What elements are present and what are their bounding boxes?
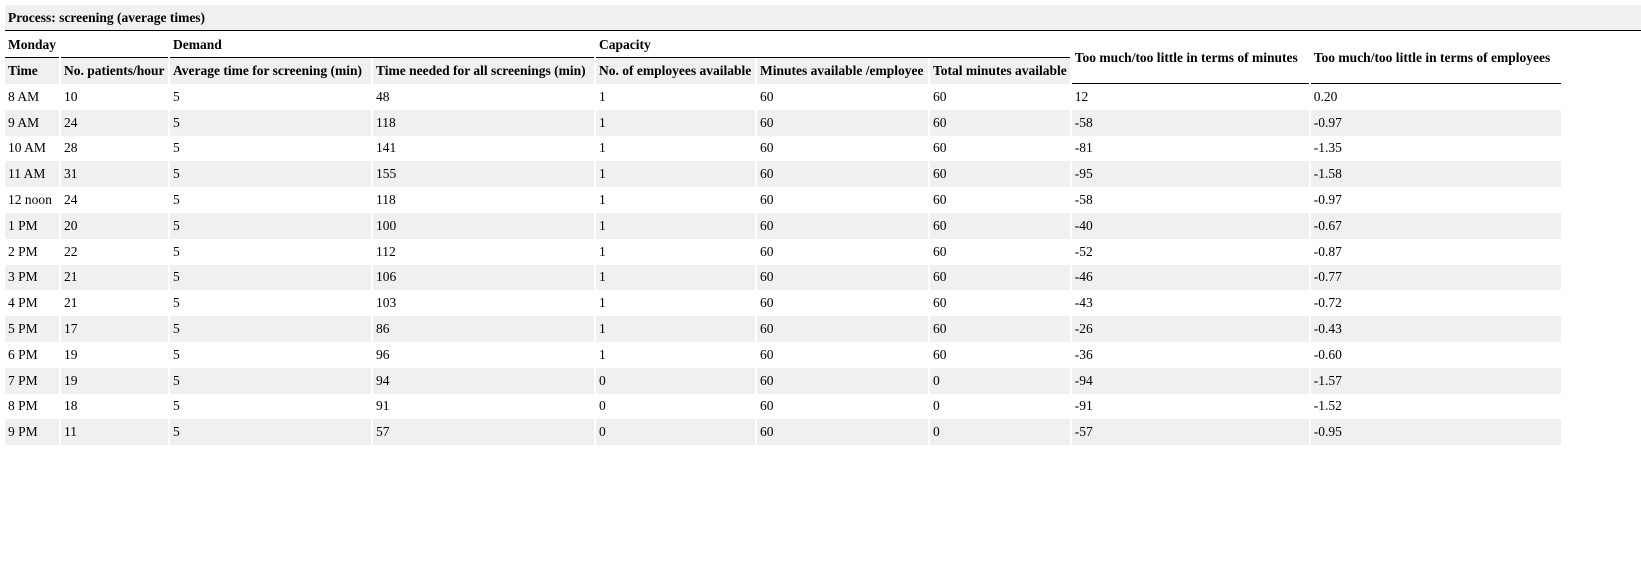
patients-cell: 21 — [64, 295, 78, 311]
diff-minutes-cell: -58 — [1074, 192, 1093, 208]
time-needed-cell: 91 — [376, 398, 390, 414]
day-header-spacer — [61, 31, 168, 58]
table-row — [5, 84, 1561, 110]
diff-employees-cell: -0.77 — [1311, 265, 1561, 291]
diff-employees-cell: -1.57 — [1311, 368, 1561, 394]
total-minutes-cell: 60 — [930, 265, 1070, 291]
time-cell: 4 PM — [8, 295, 38, 311]
table-row — [5, 239, 1561, 265]
diff-minutes-header: Too much/too little in terms of minutes — [1072, 31, 1309, 84]
diff-employees-cell: -1.58 — [1311, 161, 1561, 187]
table-body — [5, 84, 1561, 445]
time-needed-cell: 57 — [373, 419, 594, 445]
minutes-per-employee-cell: 60 — [757, 316, 928, 342]
minutes-per-employee-cell: 60 — [760, 192, 774, 208]
total-minutes-cell: 0 — [930, 368, 1070, 394]
capacity-group-header: Capacity — [596, 31, 1070, 58]
table-row — [5, 368, 1561, 394]
employees-cell: 1 — [599, 295, 606, 311]
diff-employees-cell: -0.67 — [1311, 213, 1561, 239]
time-needed-cell: 96 — [376, 346, 390, 362]
employees-cell: 0 — [596, 419, 755, 445]
diff-minutes-cell: -95 — [1072, 161, 1309, 187]
avg-time-cell: 5 — [173, 398, 180, 414]
minutes-per-employee-cell: 60 — [757, 265, 928, 291]
table-row — [5, 161, 1561, 187]
minutes-per-employee-cell: 60 — [757, 110, 928, 136]
minutes-per-employee-cell: 60 — [757, 213, 928, 239]
avg-time-cell: 5 — [173, 243, 180, 259]
diff-employees-cell: 0.20 — [1313, 88, 1338, 104]
diff-employees-cell: -0.95 — [1311, 419, 1561, 445]
patients-cell: 19 — [61, 368, 168, 394]
avg-time-cell: 5 — [173, 295, 180, 311]
time-needed-header: Time needed for all screenings (min) — [373, 58, 594, 84]
diff-minutes-cell: -81 — [1074, 140, 1093, 156]
patients-cell: 24 — [61, 110, 168, 136]
minutes-per-employee-header: Minutes available /employee — [757, 58, 928, 84]
screening-process-table — [5, 5, 1641, 445]
diff-minutes-cell: -58 — [1072, 110, 1309, 136]
total-minutes-cell: 60 — [933, 192, 947, 208]
screening-table — [3, 31, 1563, 445]
avg-time-cell: 5 — [170, 265, 371, 291]
time-cell: 8 PM — [8, 398, 38, 414]
time-cell: 9 AM — [5, 110, 59, 136]
total-minutes-cell: 60 — [930, 110, 1070, 136]
avg-time-cell: 5 — [170, 368, 371, 394]
avg-time-cell: 5 — [170, 110, 371, 136]
time-cell: 2 PM — [8, 243, 38, 259]
table-row — [5, 419, 1561, 445]
patients-cell: 31 — [61, 161, 168, 187]
time-cell: 10 AM — [8, 140, 46, 156]
total-minutes-cell: 60 — [933, 243, 947, 259]
total-minutes-cell: 60 — [933, 346, 947, 362]
diff-minutes-cell: -40 — [1072, 213, 1309, 239]
patients-cell: 10 — [64, 88, 78, 104]
time-needed-cell: 141 — [376, 140, 397, 156]
employees-cell: 0 — [599, 398, 606, 414]
minutes-per-employee-cell: 60 — [760, 243, 774, 259]
table-row — [5, 316, 1561, 342]
diff-employees-cell: -0.43 — [1311, 316, 1561, 342]
avg-time-cell: 5 — [170, 161, 371, 187]
total-minutes-cell: 60 — [930, 213, 1070, 239]
patients-cell: 17 — [61, 316, 168, 342]
diff-minutes-cell: -26 — [1072, 316, 1309, 342]
employees-cell: 1 — [596, 316, 755, 342]
diff-minutes-cell: -43 — [1074, 295, 1093, 311]
employees-cell: 1 — [596, 110, 755, 136]
diff-employees-cell: -0.72 — [1313, 295, 1342, 311]
employees-cell: 1 — [599, 88, 606, 104]
table-row — [5, 213, 1561, 239]
patients-cell: 28 — [64, 140, 78, 156]
minutes-per-employee-cell: 60 — [760, 88, 774, 104]
patients-cell: 21 — [61, 265, 168, 291]
diff-employees-cell: -0.97 — [1313, 192, 1342, 208]
diff-employees-cell: -0.60 — [1313, 346, 1342, 362]
time-cell: 11 AM — [5, 161, 59, 187]
total-minutes-cell: 0 — [930, 419, 1070, 445]
time-needed-cell: 86 — [373, 316, 594, 342]
table-row — [5, 187, 1561, 213]
total-minutes-cell: 0 — [933, 398, 940, 414]
time-cell: 6 PM — [8, 346, 38, 362]
avg-time-cell: 5 — [173, 192, 180, 208]
total-minutes-header: Total minutes available — [930, 58, 1070, 84]
table-row — [5, 110, 1561, 136]
time-cell: 9 PM — [5, 419, 59, 445]
employees-header: No. of employees available — [596, 58, 755, 84]
minutes-per-employee-cell: 60 — [760, 398, 774, 414]
patients-cell: 11 — [61, 419, 168, 445]
diff-minutes-cell: -46 — [1072, 265, 1309, 291]
table-row — [5, 265, 1561, 291]
employees-cell: 1 — [596, 213, 755, 239]
time-cell: 5 PM — [5, 316, 59, 342]
diff-minutes-cell: -57 — [1072, 419, 1309, 445]
demand-group-header: Demand — [170, 31, 594, 58]
minutes-per-employee-cell: 60 — [760, 140, 774, 156]
avg-time-cell: 5 — [170, 213, 371, 239]
time-cell: 3 PM — [5, 265, 59, 291]
employees-cell: 1 — [599, 346, 606, 362]
time-needed-cell: 112 — [376, 243, 396, 259]
avg-time-cell: 5 — [170, 316, 371, 342]
patients-cell: 24 — [64, 192, 78, 208]
time-cell: 12 noon — [8, 192, 52, 208]
employees-cell: 0 — [596, 368, 755, 394]
diff-minutes-cell: -94 — [1072, 368, 1309, 394]
time-needed-cell: 118 — [373, 110, 594, 136]
table-title: Process: screening (average times) — [5, 5, 1641, 31]
time-needed-cell: 94 — [373, 368, 594, 394]
diff-minutes-cell: 12 — [1074, 88, 1089, 104]
minutes-per-employee-cell: 60 — [757, 161, 928, 187]
time-needed-cell: 106 — [373, 265, 594, 291]
patients-cell: 20 — [61, 213, 168, 239]
employees-cell: 1 — [599, 192, 606, 208]
table-row — [5, 290, 1561, 316]
patients-header: No. patients/hour — [61, 58, 168, 84]
time-needed-cell: 103 — [376, 295, 397, 311]
total-minutes-cell: 60 — [930, 316, 1070, 342]
group-header-row — [5, 31, 1561, 58]
employees-cell: 1 — [599, 140, 606, 156]
employees-cell: 1 — [596, 265, 755, 291]
total-minutes-cell: 60 — [933, 88, 947, 104]
patients-cell: 19 — [64, 346, 78, 362]
time-cell: 8 AM — [8, 88, 40, 104]
patients-cell: 22 — [64, 243, 78, 259]
avg-time-cell: 5 — [173, 140, 180, 156]
time-needed-cell: 155 — [373, 161, 594, 187]
total-minutes-cell: 60 — [933, 140, 947, 156]
diff-minutes-cell: -36 — [1074, 346, 1093, 362]
table-row — [5, 342, 1561, 368]
diff-employees-cell: -0.87 — [1313, 243, 1342, 259]
minutes-per-employee-cell: 60 — [757, 368, 928, 394]
time-needed-cell: 48 — [376, 88, 390, 104]
table-row — [5, 136, 1561, 162]
time-cell: 7 PM — [5, 368, 59, 394]
minutes-per-employee-cell: 60 — [760, 346, 774, 362]
time-needed-cell: 118 — [376, 192, 396, 208]
employees-cell: 1 — [599, 243, 606, 259]
avg-time-cell: 5 — [170, 419, 371, 445]
minutes-per-employee-cell: 60 — [757, 419, 928, 445]
time-cell: 1 PM — [5, 213, 59, 239]
diff-employees-cell: -0.97 — [1311, 110, 1561, 136]
table-row — [5, 394, 1561, 420]
patients-cell: 18 — [64, 398, 78, 414]
day-header: Monday — [5, 31, 59, 58]
time-needed-cell: 100 — [373, 213, 594, 239]
employees-cell: 1 — [596, 161, 755, 187]
time-header: Time — [5, 58, 59, 84]
avg-time-cell: 5 — [173, 346, 180, 362]
total-minutes-cell: 60 — [930, 161, 1070, 187]
minutes-per-employee-cell: 60 — [760, 295, 774, 311]
avg-time-header: Average time for screening (min) — [170, 58, 371, 84]
total-minutes-cell: 60 — [933, 295, 947, 311]
avg-time-cell: 5 — [173, 88, 180, 104]
diff-minutes-cell: -52 — [1074, 243, 1093, 259]
diff-employees-cell: -1.35 — [1313, 140, 1342, 156]
diff-employees-cell: -1.52 — [1313, 398, 1342, 414]
diff-minutes-cell: -91 — [1074, 398, 1093, 414]
diff-employees-header: Too much/too little in terms of employees — [1311, 31, 1561, 84]
